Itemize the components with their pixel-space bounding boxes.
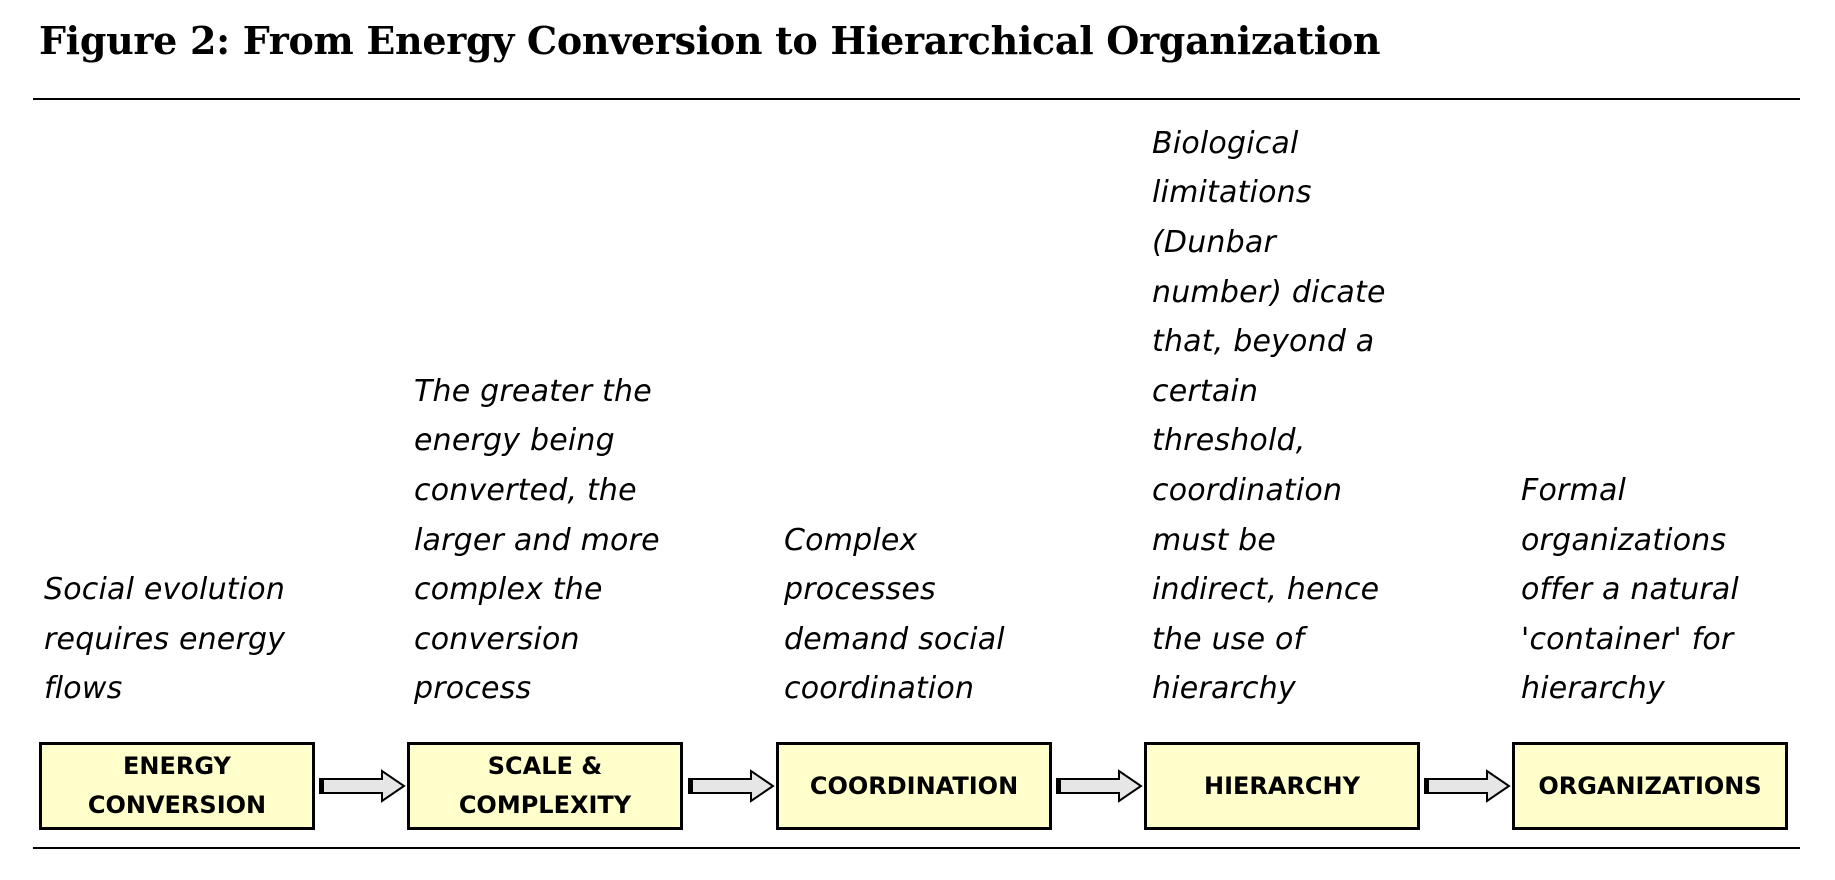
stage-box-energy-conversion: ENERGY CONVERSION <box>39 742 315 830</box>
stage-description-scale-complexity: The greater the energy being converted, the larger and more complex the conversion process <box>414 373 660 707</box>
stage-box-scale-complexity: SCALE & COMPLEXITY <box>407 742 683 830</box>
stage-description-hierarchy: Biological limitations (Dunbar number) dicate that, beyond a certain threshold, coordination must be indirect, hence the use of hierarchy <box>1152 125 1386 707</box>
figure-title: Figure 2: From Energy Conversion to Hierarchical Organization <box>39 18 1381 63</box>
stage-box-coordination: COORDINATION <box>776 742 1052 830</box>
stage-description-energy-conversion: Social evolution requires energy flows <box>44 572 286 707</box>
bottom-rule <box>33 847 1800 849</box>
stage-description-organizations: Formal organizations offer a natural 'container' for hierarchy <box>1521 473 1739 707</box>
top-rule <box>33 98 1800 100</box>
stage-box-organizations: ORGANIZATIONS <box>1512 742 1788 830</box>
right-arrow-icon <box>317 766 407 806</box>
right-arrow-icon <box>1054 766 1144 806</box>
right-arrow-icon <box>686 766 776 806</box>
stage-description-coordination: Complex processes demand social coordination <box>784 522 1005 707</box>
right-arrow-icon <box>1422 766 1512 806</box>
stage-box-hierarchy: HIERARCHY <box>1144 742 1420 830</box>
